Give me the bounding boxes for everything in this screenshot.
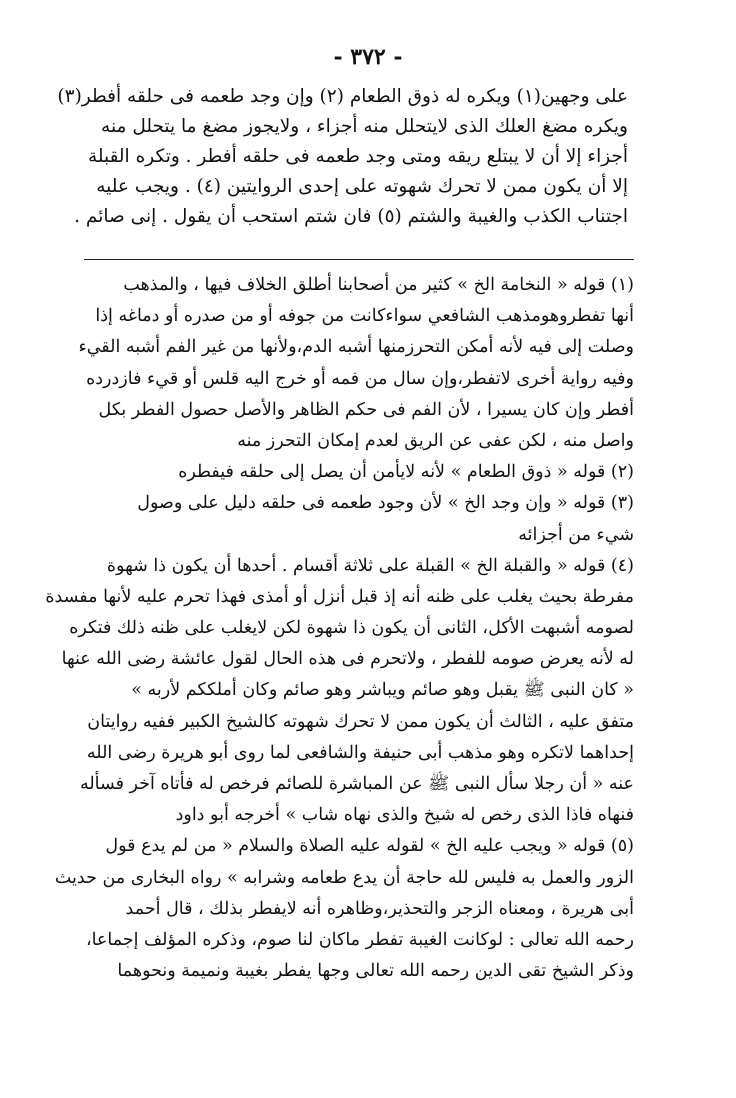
footnote-line: أفطر وإن كان يسيرا ، لأن الفم فى حكم الظاهر والأصل حصول الفطر بكل bbox=[98, 399, 634, 420]
footnote-4 bbox=[45, 551, 634, 832]
footnote-5 bbox=[54, 831, 634, 987]
footnote-divider bbox=[84, 259, 634, 260]
footnote-line: أبى هريرة ، ومعناه الزجر والتحذير،وظاهره أنه لايفطر بذلك ، قال أحمد bbox=[125, 898, 634, 919]
footnote-line: له لأنه يعرض صومه للفطر ، ولاتحرم فى هذه الحال لقول عائشة رضى الله عنها bbox=[61, 649, 634, 670]
footnote-line: (٤) قوله « والقبلة الخ » القبلة على ثلاثة أقسام . أحدها أن يكون ذا شهوة bbox=[106, 555, 634, 576]
footnote-line: شيء من أجزائه bbox=[518, 524, 634, 545]
main-text-line: أجزاء إلا أن لا يبتلع ريقه ومتى وجد طعمه فى حلقه أفطر . وتكره القبلة bbox=[87, 146, 628, 167]
main-text-line: اجتناب الكذب والغيبة والشتم (٥) فان شتم استحب أن يقول . إنى صائم . bbox=[74, 206, 628, 227]
footnote-line: الزور والعمل به فليس لله حاجة أن يدع طعامه وشرابه » رواه البخارى من حديث bbox=[54, 867, 634, 888]
footnote-line: (٥) قوله « ويجب عليه الخ » لقوله عليه الصلاة والسلام « من لم يدع قول bbox=[105, 836, 634, 857]
footnote-2 bbox=[84, 457, 634, 488]
main-text-line: ويكره مضغ العلك الذى لايتحلل منه أجزاء ، ولايجوز مضغ ما يتحلل منه bbox=[101, 116, 628, 137]
footnote-line: « كان النبى ﷺ يقبل وهو صائم ويباشر وهو صائم وكان أملككم لأربه » bbox=[131, 680, 634, 701]
footnote-line: رحمه الله تعالى : لوكانت الغيبة تفطر ماكان لنا صوم، وذكره المؤلف إجماعا، bbox=[85, 929, 634, 950]
footnote-line: (٣) قوله « وإن وجد الخ » لأن وجود طعمه فى حلقه دليل على وصول bbox=[137, 493, 634, 514]
footnotes bbox=[45, 270, 634, 987]
footnote-line: متفق عليه ، الثالث أن يكون ممن لا تحرك شهوته كالشيخ الكبير ففيه روايتان bbox=[87, 711, 634, 732]
main-text bbox=[57, 82, 628, 232]
page-number: - ٣٧٢ - bbox=[333, 44, 403, 70]
footnote-line: وصلت إلى فيه لأنه أمكن التحرزمنها أشبه الدم،ولأنها من غير الفم أشبه القيء bbox=[78, 337, 634, 358]
footnote-line: عنه « أن رجلا سأل النبى ﷺ عن المباشرة للصائم فرخص له فأتاه آخر فسأله bbox=[79, 774, 634, 794]
footnote-line: إحداهما لاتكره وهو مذهب أبى حنيفة والشافعى لما روى أبو هريرة رضى الله bbox=[86, 742, 634, 763]
footnote-line: مفرطة بحيث يغلب على ظنه أنه إذ قبل أنزل أو أمذى فهذا تحرم عليه لأنها مفسدة bbox=[45, 586, 634, 607]
footnote-line: فنهاه فاذا الذى رخص له شيخ والذى نهاه شاب » أخرجه أبو داود bbox=[175, 805, 634, 826]
footnote-line: واصل منه ، لكن عفى عن الريق لعدم إمكان التحرز منه bbox=[237, 430, 634, 451]
footnote-line: لصومه أشبهت الأكل، الثانى أن يكون ذا شهوة لكن لايغلب على ظنه ذلك فتكره bbox=[69, 618, 634, 639]
main-text-line: على وجهين(١) ويكره له ذوق الطعام (٢) وإن وجد طعمه فى حلقه أفطر(٣) bbox=[57, 86, 628, 107]
footnote-3 bbox=[84, 488, 634, 550]
footnote-line: (٢) قوله « ذوق الطعام » لأنه لايأمن أن يصل إلى حلقه فيفطره bbox=[178, 462, 634, 483]
main-text-line: إلا أن يكون ممن لا تحرك شهوته على إحدى الروايتين (٤) . ويجب عليه bbox=[96, 176, 628, 197]
footnote-1 bbox=[78, 270, 634, 457]
footnote-line: وفيه رواية أخرى لاتفطر،وإن سال من فمه أو خرج اليه قلس أو قيء فازدرده bbox=[86, 368, 634, 389]
footnote-line: (١) قوله « النخامة الخ » كثير من أصحابنا أطلق الخلاف فيها ، والمذهب bbox=[123, 275, 634, 295]
footnote-line: وذكر الشيخ تقى الدين رحمه الله تعالى وجها يفطر بغيبة ونميمة ونحوهما bbox=[117, 961, 634, 982]
footnote-line: أنها تفطروهومذهب الشافعي سواءكانت من جوفه أو من صدره أو دماغه إذا bbox=[95, 306, 634, 327]
